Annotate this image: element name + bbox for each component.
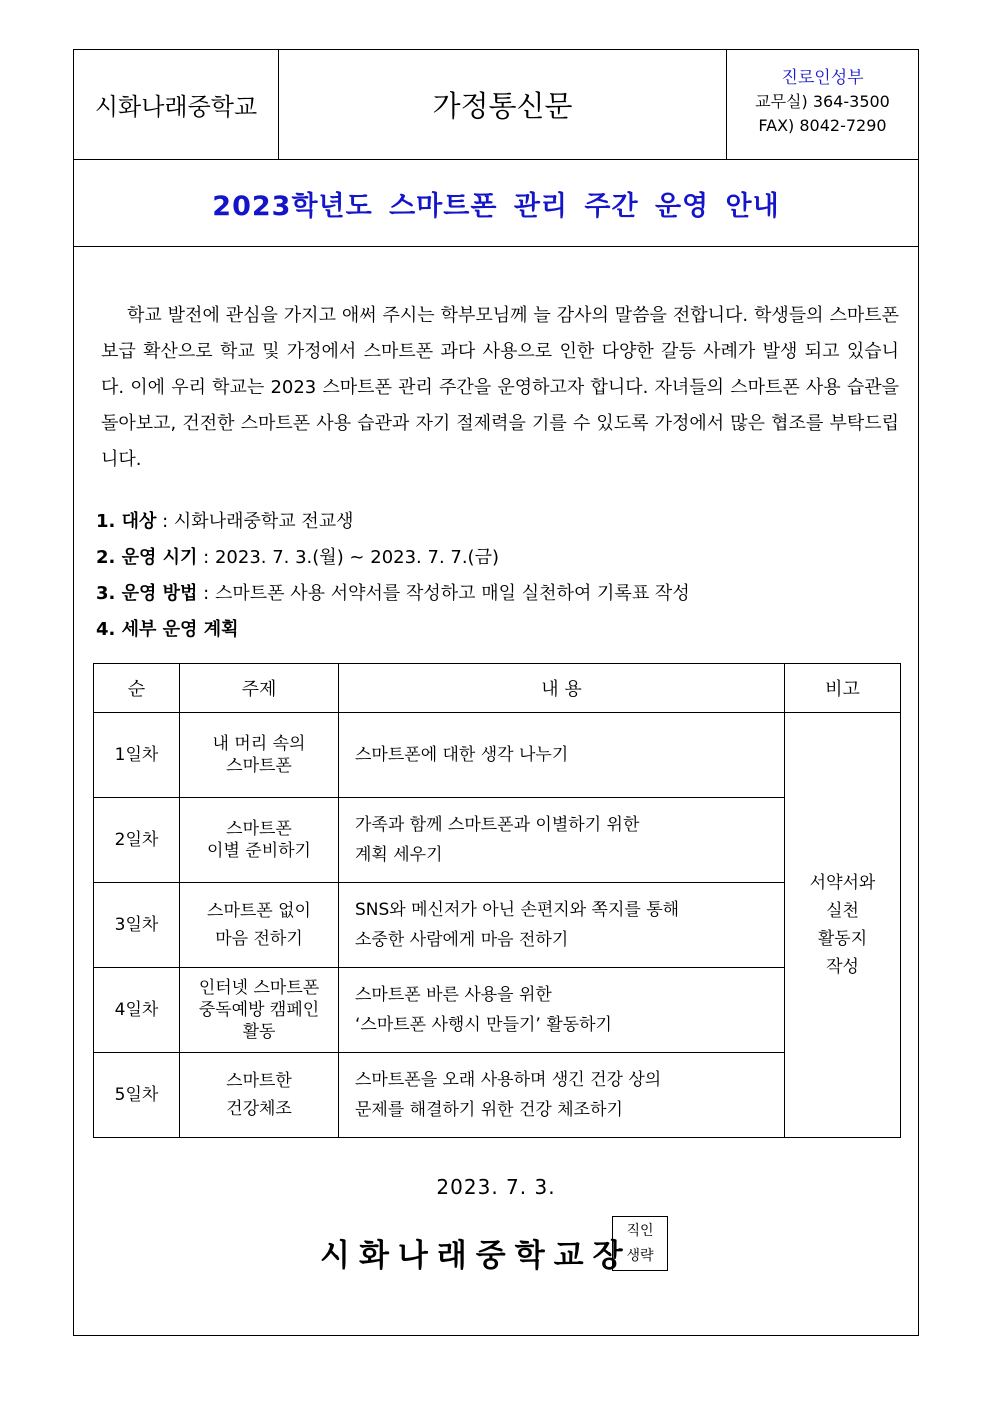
- theme-cell: 인터넷 스마트폰 중독예방 캠페인 활동: [180, 968, 339, 1053]
- stamp-line-2: 생략: [626, 1248, 654, 1264]
- content-cell: 스마트폰을 오래 사용하며 생긴 건강 상의 문제를 해결하기 위한 건강 체조하기: [339, 1053, 785, 1138]
- item-value: : 2023. 7. 3.(월) ~ 2023. 7. 7.(금): [197, 547, 499, 568]
- table-row: [94, 883, 901, 968]
- col-header-theme: 주제: [180, 664, 339, 713]
- info-list: [96, 504, 690, 648]
- content-cell: 가족과 함께 스마트폰과 이별하기 위한 계획 세우기: [339, 798, 785, 883]
- official-seal-box: [612, 1216, 668, 1271]
- department: 진로인성부: [781, 68, 864, 88]
- title-bar: [74, 160, 918, 247]
- theme-cell: 스마트폰 없이 마음 전하기: [180, 883, 339, 968]
- content-cell: SNS와 메신저가 아닌 손편지와 쪽지를 통해 소중한 사람에게 마음 전하기: [339, 883, 785, 968]
- table-row: [94, 968, 901, 1053]
- principal-signature: 시화나래중학교장: [320, 1238, 632, 1274]
- content-cell: 스마트폰 바른 사용을 위한 ‘스마트폰 사행시 만들기’ 활동하기: [339, 968, 785, 1053]
- item-label: 3. 운영 방법: [96, 583, 198, 604]
- content-cell: 스마트폰에 대한 생각 나누기: [339, 713, 785, 798]
- table-row: [94, 798, 901, 883]
- theme-cell: 스마트폰 이별 준비하기: [180, 798, 339, 883]
- day-cell: 3일차: [94, 883, 180, 968]
- table-header-row: [94, 664, 901, 713]
- table-row: [94, 713, 901, 798]
- plan-table: [93, 663, 901, 1138]
- theme-cell: 스마트한 건강체조: [180, 1053, 339, 1138]
- col-header-content: 내 용: [339, 664, 785, 713]
- item-value: : 스마트폰 사용 서약서를 작성하고 매일 실천하여 기록표 작성: [197, 583, 690, 604]
- stamp-line-1: 직인: [626, 1223, 654, 1239]
- item-label: 1. 대상: [96, 511, 157, 532]
- header: [74, 50, 918, 160]
- theme-cell: 내 머리 속의 스마트폰: [180, 713, 339, 798]
- col-header-order: 순: [94, 664, 180, 713]
- day-cell: 2일차: [94, 798, 180, 883]
- note-cell: 서약서와 실천 활동지 작성: [785, 713, 901, 1138]
- fax-number: FAX) 8042-7290: [758, 116, 887, 135]
- item-value: : 시화나래중학교 전교생: [156, 511, 354, 532]
- school-name: 시화나래중학교: [74, 50, 279, 159]
- list-item: [96, 504, 690, 540]
- list-item: [96, 576, 690, 612]
- issue-date: 2023. 7. 3.: [436, 1175, 556, 1199]
- newsletter-frame: [73, 49, 919, 1336]
- list-item: [96, 612, 690, 648]
- list-item: [96, 540, 690, 576]
- day-cell: 4일차: [94, 968, 180, 1053]
- table-row: [94, 1053, 901, 1138]
- day-cell: 5일차: [94, 1053, 180, 1138]
- item-label: 4. 세부 운영 계획: [96, 619, 239, 640]
- contact-info: [727, 50, 918, 159]
- col-header-note: 비고: [785, 664, 901, 713]
- item-label: 2. 운영 시기: [96, 547, 198, 568]
- intro-paragraph: 학교 발전에 관심을 가지고 애써 주시는 학부모님께 늘 감사의 말씀을 전합니다. 학생들의 스마트폰 보급 확산으로 학교 및 가정에서 스마트폰 과다 사용으로 인한 다양한 갈등 사례가 발생 되고 있습니다. 이에 우리 학교는 2023 스마트폰 관리 주간을 운영하고자 합니다. 자녀들의 스마트폰 사용 습관을 돌아보고, 건전한 스마트폰 사용 습관과 자기 절제력을 기를 수 있도록 가정에서 많은 협조를 부탁드립니다.: [101, 305, 899, 470]
- document-title: 2023학년도 스마트폰 관리 주간 운영 안내: [212, 190, 780, 222]
- office-phone: 교무실) 364-3500: [755, 92, 890, 111]
- newsletter-label: 가정통신문: [279, 50, 727, 159]
- day-cell: 1일차: [94, 713, 180, 798]
